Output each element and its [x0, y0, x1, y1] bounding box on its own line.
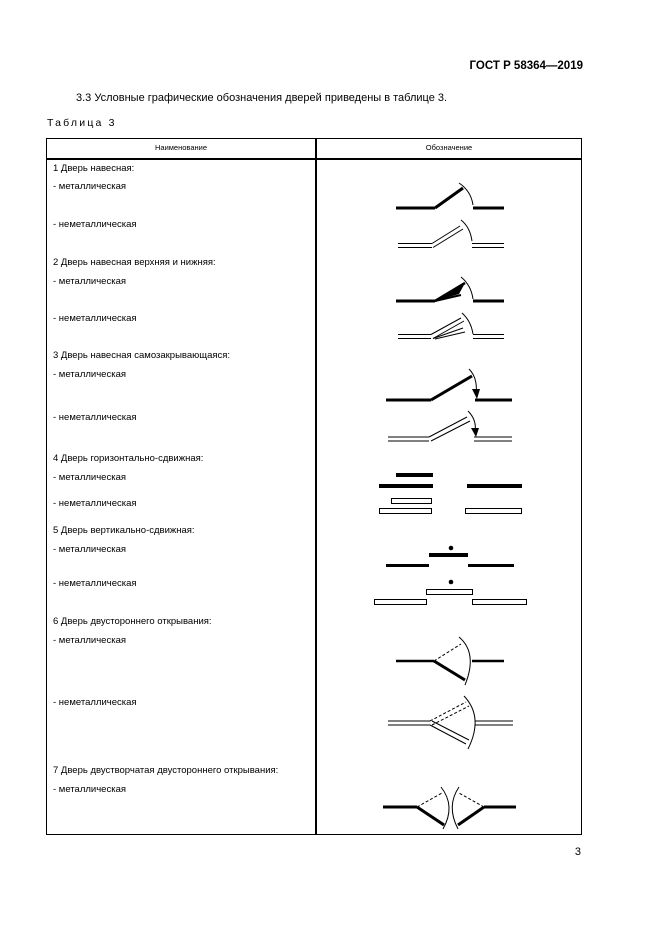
top-bottom-hinged-door-metal-symbol — [396, 277, 504, 301]
row-label: - металлическая — [53, 472, 126, 483]
self-closing-door-metal-symbol — [386, 369, 512, 400]
double-acting-door-nonmetal-symbol — [388, 696, 513, 749]
self-closing-door-nonmetal-symbol — [388, 411, 512, 441]
row-label: 5 Дверь вертикально-сдвижная: — [53, 525, 195, 536]
row-label: 2 Дверь навесная верхняя и нижняя: — [53, 257, 216, 268]
document-code: ГОСТ Р 58364—2019 — [469, 60, 583, 72]
row-label: 6 Дверь двустороннего открывания: — [53, 616, 212, 627]
row-label: - неметаллическая — [53, 412, 137, 423]
row-label: - неметаллическая — [53, 313, 137, 324]
double-leaf-double-acting-door-metal-symbol — [383, 787, 516, 829]
row-label: 1 Дверь навесная: — [53, 163, 135, 174]
row-label: - неметаллическая — [53, 578, 137, 589]
row-label: - неметаллическая — [53, 498, 137, 509]
hinged-door-nonmetal-symbol — [398, 220, 504, 248]
row-label: - неметаллическая — [53, 219, 137, 230]
row-label: - металлическая — [53, 544, 126, 555]
row-label: - неметаллическая — [53, 697, 137, 708]
column-header-symbol: Обозначение — [425, 143, 473, 152]
row-label: - металлическая — [53, 369, 126, 380]
row-label: - металлическая — [53, 784, 126, 795]
row-label: 3 Дверь навесная самозакрывающаяся: — [53, 350, 231, 361]
double-acting-door-metal-symbol — [396, 637, 504, 685]
symbols-table — [46, 138, 582, 835]
symbols-drawing — [47, 139, 580, 833]
table-caption: Таблица 3 — [47, 117, 117, 129]
row-label: 7 Дверь двустворчатая двустороннего открывания: — [53, 765, 279, 776]
horizontal-sliding-door-metal-symbol — [379, 473, 522, 488]
row-label: 4 Дверь горизонтально-сдвижная: — [53, 453, 204, 464]
top-bottom-hinged-door-nonmetal-symbol — [398, 313, 504, 339]
horizontal-sliding-door-nonmetal-symbol — [380, 499, 522, 514]
page-number: 3 — [574, 846, 581, 858]
row-label: - металлическая — [53, 276, 126, 287]
vertical-sliding-door-nonmetal-symbol — [375, 580, 527, 605]
hinged-door-metal-symbol — [396, 183, 504, 208]
column-header-name: Наименование — [155, 143, 207, 152]
vertical-sliding-door-metal-symbol — [386, 546, 514, 567]
row-label: - металлическая — [53, 635, 126, 646]
intro-paragraph: 3.3 Условные графические обозначения дверей приведены в таблице 3. — [76, 92, 448, 104]
row-label: - металлическая — [53, 181, 126, 192]
